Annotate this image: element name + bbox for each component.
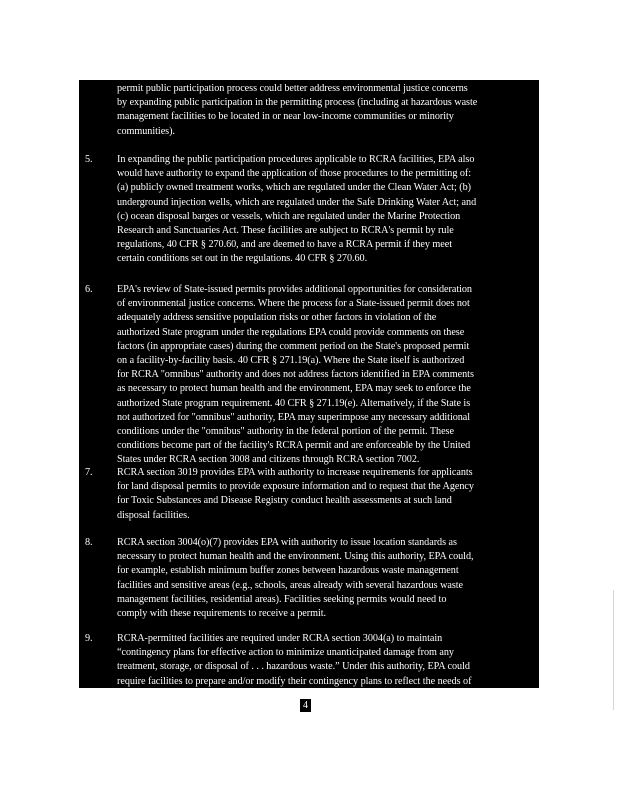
text-line: RCRA section 3004(o)(7) provides EPA with authority to issue location standards as [117, 537, 457, 548]
text-line: communities). [117, 125, 175, 137]
text-line: not authorized for "omnibus" authority, EPA may superimpose any necessary additional [117, 411, 471, 423]
text-line: conditions become part of the facility's RCRA permit and are enforceable by the United [117, 440, 471, 452]
text-line: underground injection wells, which are regulated under the Safe Drinking Water Act; and [117, 196, 477, 208]
text-line: facilities and sensitive areas (e.g., schools, areas already with several hazardous waste [117, 579, 464, 591]
text-line: for land disposal permits to provide exposure information and to request that the Agency [117, 481, 474, 493]
text-line: authorized State program under the regulations EPA could provide comments on these [117, 326, 465, 338]
text-line: comply with these requirements to receive a permit. [117, 608, 327, 620]
text-line: factors (in appropriate cases) during the comment period on the State's proposed permit [117, 340, 470, 352]
paragraph-number: 5. [85, 154, 93, 165]
text-line: for example, establish minimum buffer zones between hazardous waste management [117, 565, 459, 577]
text-line: for Toxic Substances and Disease Registry conduct health assessments at such land [117, 495, 452, 507]
paragraph-text [117, 536, 533, 621]
text-line: EPA's review of State-issued permits provides additional opportunities for consideration [117, 284, 472, 295]
text-line: In expanding the public participation procedures applicable to RCRA facilities, EPA also [117, 154, 475, 165]
paragraph-text [117, 466, 533, 523]
text-line: management facilities, residential areas). Facilities seeking permits would need to [117, 593, 447, 605]
paragraph-number: 8. [85, 537, 93, 548]
text-line: conditions under the "omnibus" authority in the federal portion of the permit. These [117, 426, 454, 438]
paragraph-text [117, 283, 533, 468]
text-line: certain conditions set out in the regulations. 40 CFR § 270.60. [117, 253, 368, 265]
text-line: by expanding public participation in the permitting process (including at hazardous waste [117, 97, 478, 109]
text-line: on a facility-by-facility basis. 40 CFR § 271.19(a). Where the State itself is authorized [117, 355, 465, 367]
text-line: regulations, 40 CFR § 270.60, and are deemed to have a RCRA permit if they meet [117, 239, 452, 251]
paragraph-number: 7. [85, 467, 93, 478]
paragraph-text [117, 82, 533, 139]
text-line: “contingency plans for effective action to minimize unanticipated damage from any [117, 647, 454, 659]
text-line: RCRA-permitted facilities are required under RCRA section 3004(a) to maintain [117, 633, 443, 644]
text-line: States under RCRA section 3008 and citizens through RCRA section 7002. [117, 454, 420, 466]
paragraph-number: 9. [85, 633, 93, 644]
paragraph-text [117, 153, 533, 267]
document-body [79, 80, 539, 688]
text-line: require facilities to prepare and/or modify their contingency plans to reflect the needs of [117, 675, 472, 687]
text-line: management facilities to be located in or near low-income communities or minority [117, 111, 454, 123]
text-line: would have authority to expand the application of those procedures to the permitting of: [117, 168, 472, 180]
text-line: RCRA section 3019 provides EPA with authority to increase requirements for applicants [117, 467, 473, 478]
text-line: treatment, storage, or disposal of . . . hazardous waste.” Under this authority, EPA could [117, 661, 470, 673]
text-line: (c) ocean disposal barges or vessels, which are regulated under the Marine Protection [117, 210, 461, 222]
paragraph-text [117, 632, 533, 689]
page-number: 4 [300, 699, 311, 712]
text-line: disposal facilities. [117, 509, 190, 521]
page-edge-line [613, 590, 614, 710]
paragraph-number: 6. [85, 284, 93, 295]
text-line: as necessary to protect human health and the environment, EPA may seek to enforce the [117, 383, 471, 395]
text-line: of environmental justice concerns. Where the process for a State-issued permit does not [117, 298, 470, 310]
text-line: permit public participation process could better address environmental justice concerns [117, 83, 468, 94]
text-line: adequately address sensitive population risks or other factors in violation of the [117, 312, 437, 324]
text-line: necessary to protect human health and the environment. Using this authority, EPA could, [117, 551, 474, 563]
text-line: (a) publicly owned treatment works, which are regulated under the Clean Water Act; (b) [117, 182, 471, 194]
text-line: authorized State program requirement. 40 CFR § 271.19(e). Alternatively, if the State is [117, 397, 471, 409]
text-line: Research and Sanctuaries Act. These facilities are subject to RCRA's permit by rule [117, 225, 454, 237]
text-line: for RCRA "omnibus" authority and does not address factors identified in EPA comments [117, 369, 474, 381]
